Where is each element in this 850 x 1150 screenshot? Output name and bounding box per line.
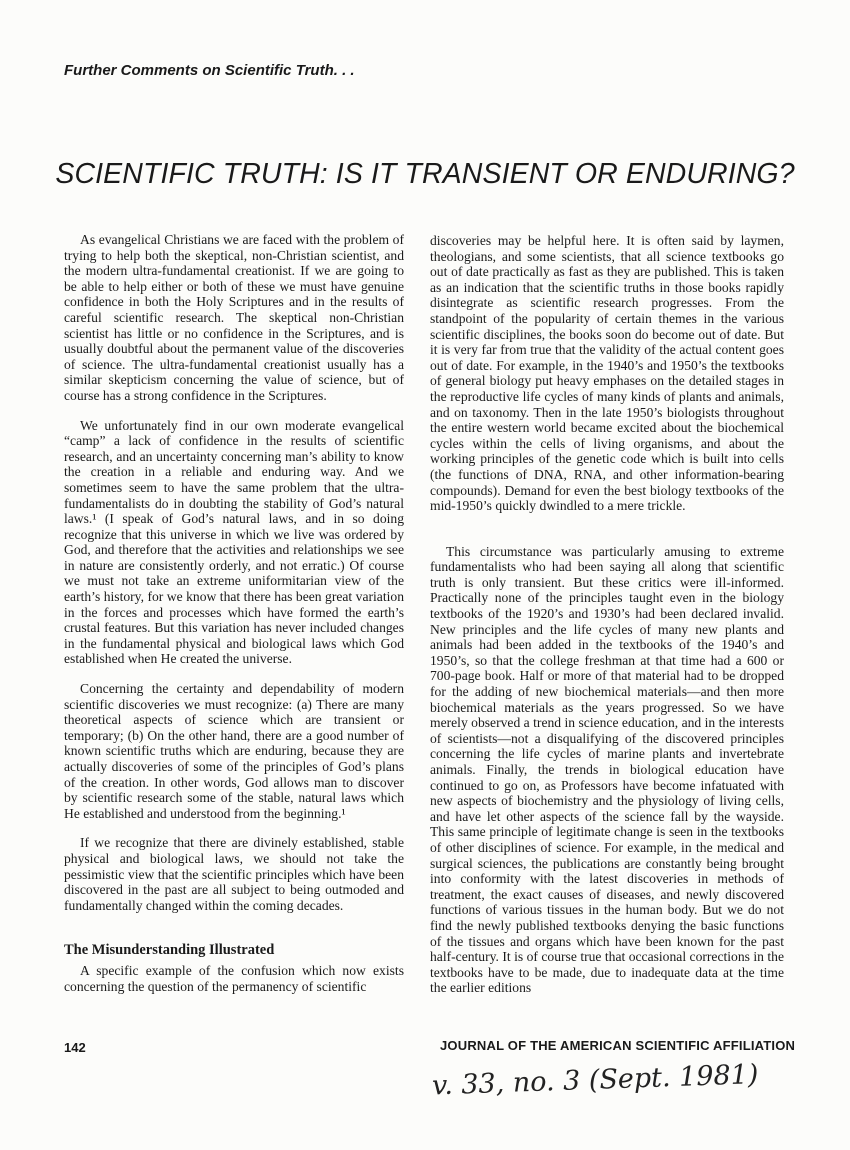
paragraph: Concerning the certainty and dependability of modern scientific discoveries we must recognize: (a) There are many theoretical aspects of science which are transient or temporary; (b) On the other hand, there are a good number of known scientific truths which are enduring, because they are actually discoveries of some of the principles of God’s plans of the creation. In other words, God allows man to discover by scientific research some of the stable, natural laws which He established and understood from the beginning.¹ xyxy=(64,681,404,821)
paragraph: If we recognize that there are divinely established, stable physical and biological laws, we should not take the pessimistic view that the scientific principles which have been discovered in the past are all subject to being outmoded and fundamentally changed within the coming decades. xyxy=(64,835,404,913)
paragraph: A specific example of the confusion which now exists concerning the question of the permanency of scientific xyxy=(64,962,404,994)
handwritten-note-text: v. 33, no. 3 (Sept. 1981) xyxy=(431,1059,759,1102)
article-title: SCIENTIFIC TRUTH: IS IT TRANSIENT OR ENDURING? xyxy=(55,158,795,190)
section-heading: The Misunderstanding Illustrated xyxy=(64,942,275,959)
paragraph: This circumstance was particularly amusing to extreme fundamentalists who had been saying all along that scientific truth is only transient. But these critics were ill-informed. Practically none of the principles taught even in the biology textbooks of the 1920’s and 1930’s had been declared invalid. New principles and the life cycles of many new plants and animals had been added in the textbooks of the 1940’s and 1950’s, so that the college freshman at that time had a 600 or 700-page book. Half or more of that material had to be dropped for the adding of new biochemical materials—and then more biochemical materials as the years progressed. So we have merely observed a trend in science education, and in the interests of scientists—not a disqualifying of the discovered principles concerning the life cycles of marine plants and invertebrate animals. Finally, the trends in biological education have continued to go on, as Professors have become infatuated with new aspects of biochemistry and the physiology of living cells, and have let other aspects of the science fall by the wayside. This same principle of legitimate change is seen in the textbooks of other disciplines of science. For example, in the medical and surgical sciences, the publications are constantly being brought into conformity with the latest discoveries in methods of treatment, the exact causes of diseases, and newly discovered functions of various tissues in the human body. But we do not find the newly published textbooks denying the basic functions of the tissues and organs which have been known for the past half-century. It is of course true that occasional corrections in the textbooks have to be made, due to inadequate data at the time the earlier editions xyxy=(430,543,784,996)
paragraph: discoveries may be helpful here. It is often said by laymen, theologians, and some scientists, that all science textbooks go out of date practically as fast as they are published. This is taken as an indication that the scientific truths in those books rapidly disintegrate as scientific research progresses. From the standpoint of the popularity of certain themes in the various scientific disciplines, the books soon do become out of date. But it is very far from true that the validity of the actual content goes out of date. For example, in the 1940’s and 1950’s the textbooks of general biology put heavy emphases on the detailed stages in the reproductive life cycles of many kinds of plants and animals, and on taxonomy. Then in the late 1950’s biologists throughout the entire western world became excited about the biochemical cycles within the cells of living organisms, and about the working principles of the genetic code which is built into cells (the functions of DNA, RNA, and other information-bearing compounds). Demand for even the best biology textbooks of the mid-1950’s quickly dwindled to a mere trickle. xyxy=(430,233,784,514)
paragraph: We unfortunately find in our own moderate evangelical “camp” a lack of confidence in the results of scientific research, and an uncertainty concerning man’s ability to know the creation in a reliable and enduring way. And we sometimes seem to have the same problem that the ultra-fundamentalists do in doubting the stability of God’s natural laws.¹ (I speak of God’s natural laws, and in so doing recognize that this universe in which we live was ordered by God, and therefore that the activities and relationships we see in nature are consistently orderly, and not erratic.) Of course we must not take an extreme uniformitarian view of the earth’s history, for we know that there has been great variation in the forces and processes which have formed the earth’s crustal features. But this variation has never included changes in the fundamental physical and biological laws which God established when He created the universe. xyxy=(64,417,404,667)
paragraph: As evangelical Christians we are faced with the problem of trying to help both the skeptical, non-Christian scientist, and the modern ultra-fundamental creationist. If we are going to be able to help either or both of these we must have genuine confidence in both the Holy Scriptures and in the results of careful scientific research. The skeptical non-Christian scientist has little or no confidence in the Scriptures, and is usually doubtful about the permanent value of the discoveries of science. The ultra-fundamental creationist usually has a similar skepticism concerning the value of science, but of course has a strong confidence in the Scriptures. xyxy=(64,232,404,403)
page-number: 142 xyxy=(64,1040,86,1055)
journal-name: JOURNAL OF THE AMERICAN SCIENTIFIC AFFILIATION xyxy=(440,1038,796,1053)
section-kicker: Further Comments on Scientific Truth. . . xyxy=(64,62,355,79)
